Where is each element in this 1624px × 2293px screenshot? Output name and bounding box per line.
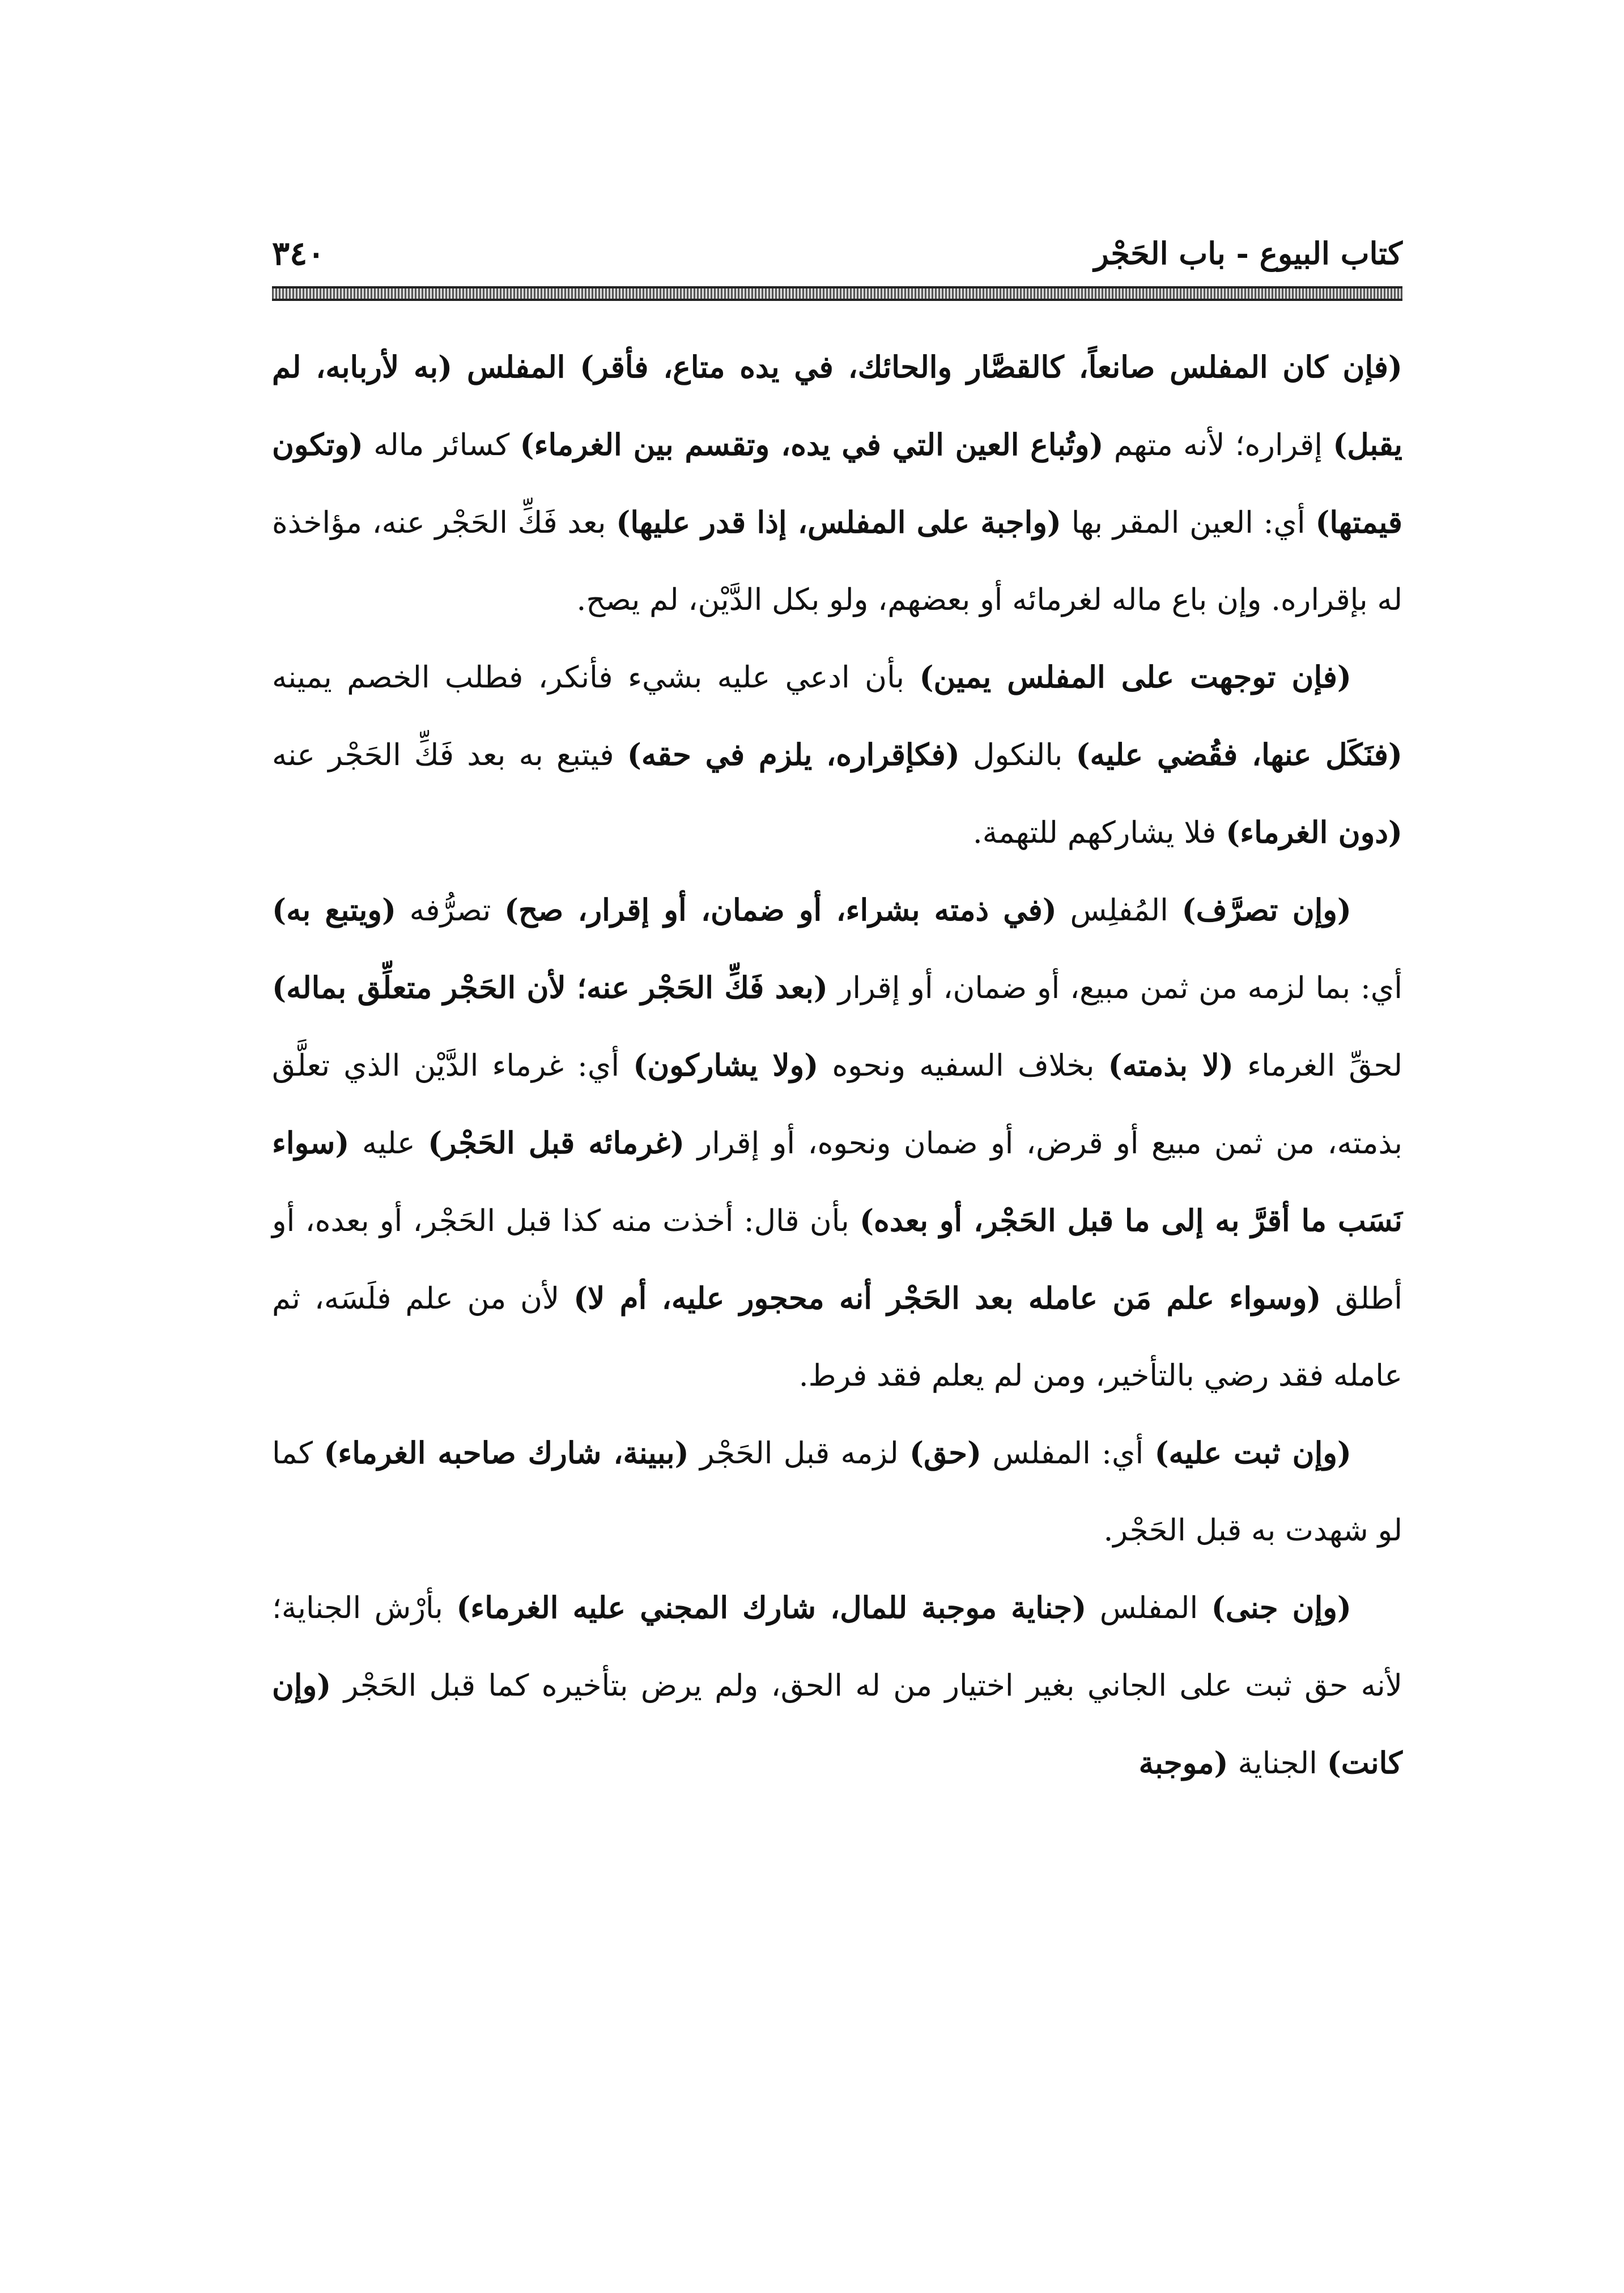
paragraph-4 — [272, 1415, 1402, 1569]
text-run: أي: غرماء الدَّيْن الذي تعلَّق بذمته، من ثمن مبيع أو قرض، أو ضمان ونحوه، أو إقرار — [272, 1048, 1402, 1161]
bold-text-run: (حق) — [909, 1436, 982, 1471]
paragraph-5 — [272, 1569, 1402, 1802]
text-run: بعد فَكِّ الحَجْر عنه، مؤاخذة له بإقراره. وإن باع ماله لغرمائه أو بعضهم، ولو بكل الدَّيْن، لم يصح. — [272, 506, 1402, 617]
text-run: كما لو شهدت به قبل الحَجْر. — [272, 1436, 1402, 1548]
bold-text-run: (واجبة على المفلس، إذا قدر عليها) — [616, 505, 1061, 540]
text-run: الجناية — [1228, 1746, 1327, 1781]
bold-text-run: (وإن كانت) — [272, 1668, 1402, 1781]
bold-text-run: (سواء نَسَب ما أقرَّ به إلى ما قبل الحَجْر، أو بعده) — [272, 1126, 1402, 1238]
bold-text-run: (غرمائه قبل الحَجْر) — [428, 1126, 685, 1161]
body-text — [272, 329, 1402, 2029]
paragraph-1 — [272, 329, 1402, 639]
page-number: ٣٤٠ — [272, 234, 325, 273]
bold-text-run: (وإن ثبت عليه) — [1154, 1436, 1351, 1471]
paragraph-3 — [272, 872, 1402, 1415]
bold-text-run: (فإن كان المفلس صانعاً، كالقصَّار والحائك، في يده متاع، فأقر) المفلس (به لأربابه، لم يقبل) — [272, 350, 1402, 462]
running-header — [272, 230, 1402, 281]
text-run: كسائر ماله — [363, 428, 520, 462]
bold-text-run: (وتُباع العين التي في يده، وتقسم بين الغرماء) — [520, 427, 1104, 462]
bold-text-run: (ولا يشاركون) — [633, 1048, 819, 1083]
bold-text-run: (لا بذمته) — [1108, 1048, 1234, 1083]
text-run: بأن قال: أخذت منه كذا قبل الحَجْر، أو بعده، أو أطلق — [272, 1204, 1402, 1316]
bold-text-run: (فإن توجهت على المفلس يمين) — [919, 660, 1352, 695]
text-run: لزمه قبل الحَجْر — [688, 1436, 909, 1471]
bold-text-run: (دون الغرماء) — [1226, 815, 1402, 850]
text-run: لحقِّ الغرماء — [1234, 1048, 1402, 1083]
bold-text-run: (موجبة — [1138, 1746, 1228, 1781]
text-run: بالنكول — [959, 738, 1076, 772]
text-run: بأرْش الجناية؛ لأنه حق ثبت على الجاني بغير اختيار من له الحق، ولم يرض بتأخيره كما قبل الحَجْر — [272, 1591, 1402, 1703]
text-run: لأن من علم فلَسَه، ثم عامله فقد رضي بالتأخير، ومن لم يعلم فقد فرط. — [272, 1281, 1402, 1393]
header-rule — [272, 286, 1402, 301]
header-title: كتاب البيوع - باب الحَجْر — [1094, 235, 1402, 271]
text-run: فلا يشاركهم للتهمة. — [972, 816, 1226, 850]
bold-text-run: (وإن جنى) — [1211, 1590, 1351, 1625]
text-run: تصرُّفه — [396, 893, 504, 928]
text-run: أي: بما لزمه من ثمن مبيع، أو ضمان، أو إقرار — [828, 971, 1403, 1005]
bold-text-run: (ويتبع به) — [272, 893, 397, 928]
bold-text-run: (وتكون قيمتها) — [272, 427, 1402, 540]
bold-text-run: (جناية موجبة للمال، شارك المجني عليه الغرماء) — [456, 1590, 1087, 1625]
bold-text-run: (بعد فَكِّ الحَجْر عنه؛ لأن الحَجْر متعلِّق بماله) — [272, 970, 828, 1005]
text-run: بخلاف السفيه ونحوه — [818, 1048, 1108, 1083]
text-run: فيتبع به بعد فَكِّ الحَجْر عنه — [272, 738, 627, 772]
bold-text-run: (وسواء علم مَن عامله بعد الحَجْر أنه محجور عليه، أم لا) — [573, 1281, 1321, 1316]
text-run: إقراره؛ لأنه متهم — [1103, 428, 1333, 462]
bold-text-run: (فكإقراره، يلزم في حقه) — [627, 737, 960, 772]
text-run: عليه — [349, 1126, 428, 1161]
bold-text-run: (ببينة، شارك صاحبه الغرماء) — [324, 1436, 689, 1471]
bold-text-run: (في ذمته بشراء، أو ضمان، أو إقرار، صح) — [504, 893, 1057, 928]
bold-text-run: (فنَكَل عنها، فقُضي عليه) — [1075, 737, 1402, 772]
text-run: أي: المفلس — [981, 1436, 1155, 1471]
bold-text-run: (وإن تصرَّف) — [1181, 893, 1352, 928]
text-run: المُفلِس — [1056, 893, 1182, 928]
paragraph-2 — [272, 639, 1402, 872]
text-run: المفلس — [1086, 1591, 1211, 1625]
text-run: بأن ادعي عليه بشيء فأنكر، فطلب الخصم يمينه — [272, 660, 920, 695]
text-run: أي: العين المقر بها — [1061, 506, 1316, 540]
